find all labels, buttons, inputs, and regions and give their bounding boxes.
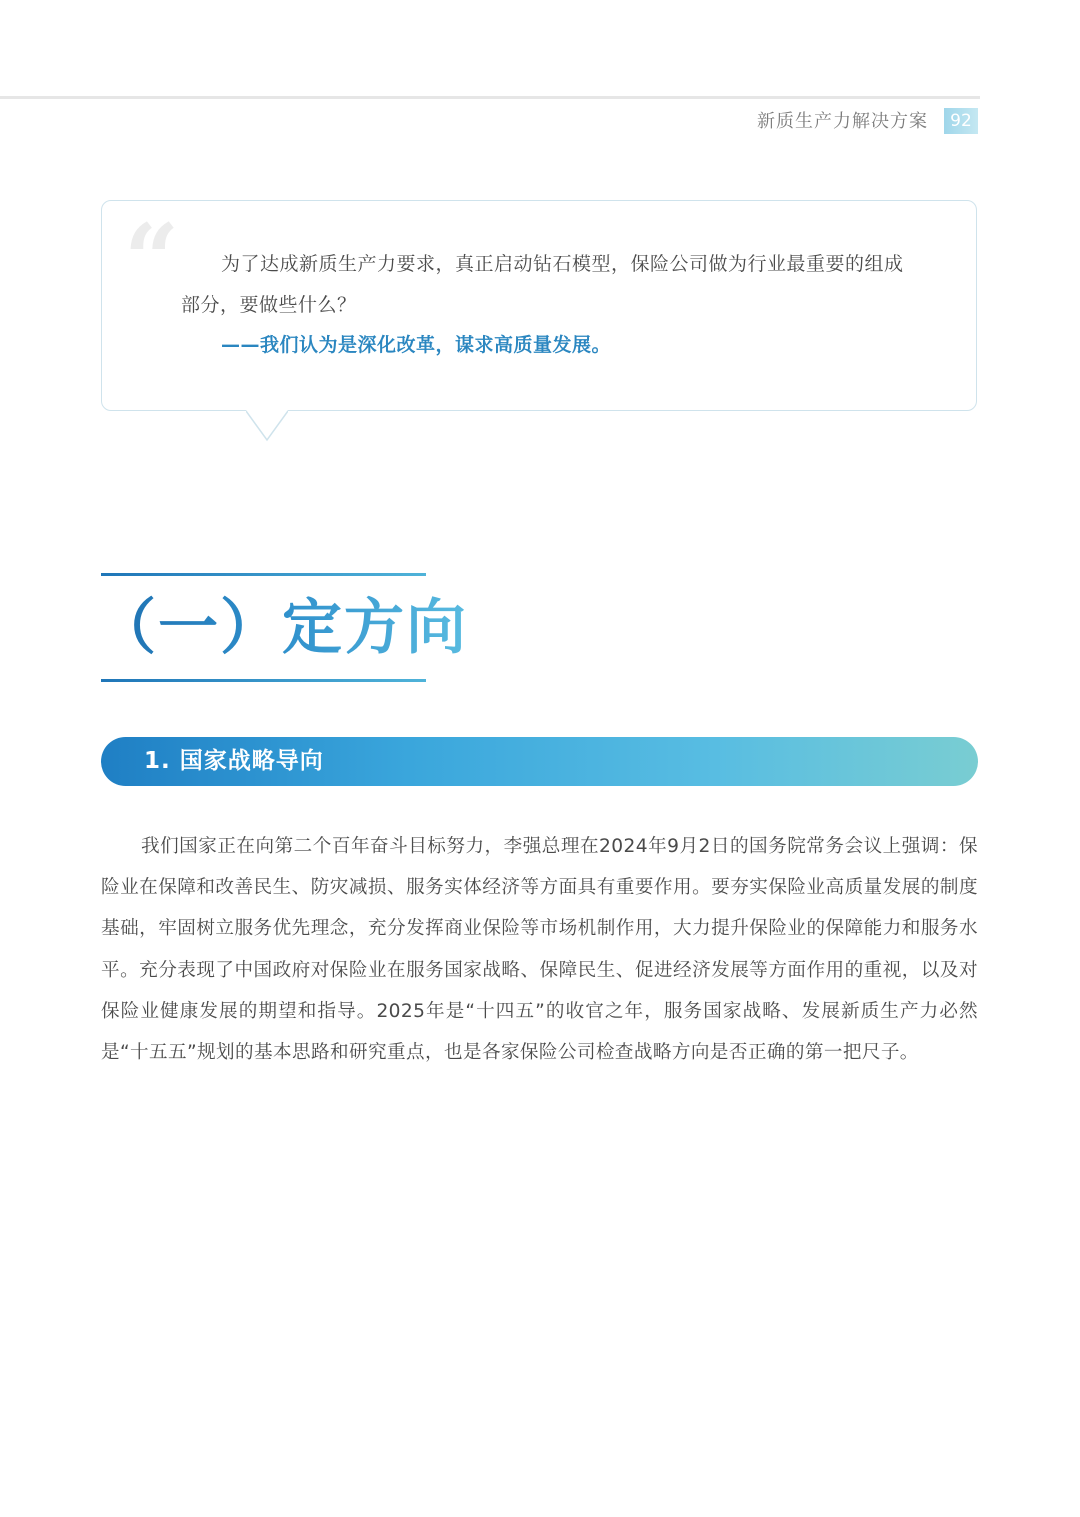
running-title: 新质生产力解决方案 — [757, 111, 928, 132]
quote-question: 为了达成新质生产力要求，真正启动钻石模型，保险公司做为行业最重要的组成部分，要做些什么？ — [181, 253, 904, 316]
quotation-mark-icon: “ — [124, 203, 180, 316]
body-paragraph: 我们国家正在向第二个百年奋斗目标努力，李强总理在2024年9月2日的国务院常务会议上强调：保险业在保障和改善民生、防灾减损、服务实体经济等方面具有重要作用。要夯实保险业高质量发展的制度基础，牢固树立服务优先理念，充分发挥商业保险等市场机制作用，大力提升保险业的保障能力和服务水平。充分表现了中国政府对保险业在服务国家战略、保障民生、促进经济发展等方面作用的重视，以及对保险业健康发展的期望和指导。2025年是“十四五”的收官之年，服务国家战略、发展新质生产力必然是“十五五”规划的基本思路和研究重点，也是各家保险公司检查战略方向是否正确的第一把尺子。 — [101, 836, 978, 1064]
quote-answer: ——我们认为是深化改革，谋求高质量发展。 — [221, 334, 612, 356]
header-rule — [0, 96, 980, 99]
section-title: （一）定方向 — [96, 588, 468, 668]
page-number: 92 — [944, 108, 978, 134]
section-rule-top — [101, 573, 426, 576]
subsection-title: 1. 国家战略导向 — [144, 748, 324, 774]
section-rule-bottom — [101, 679, 426, 682]
